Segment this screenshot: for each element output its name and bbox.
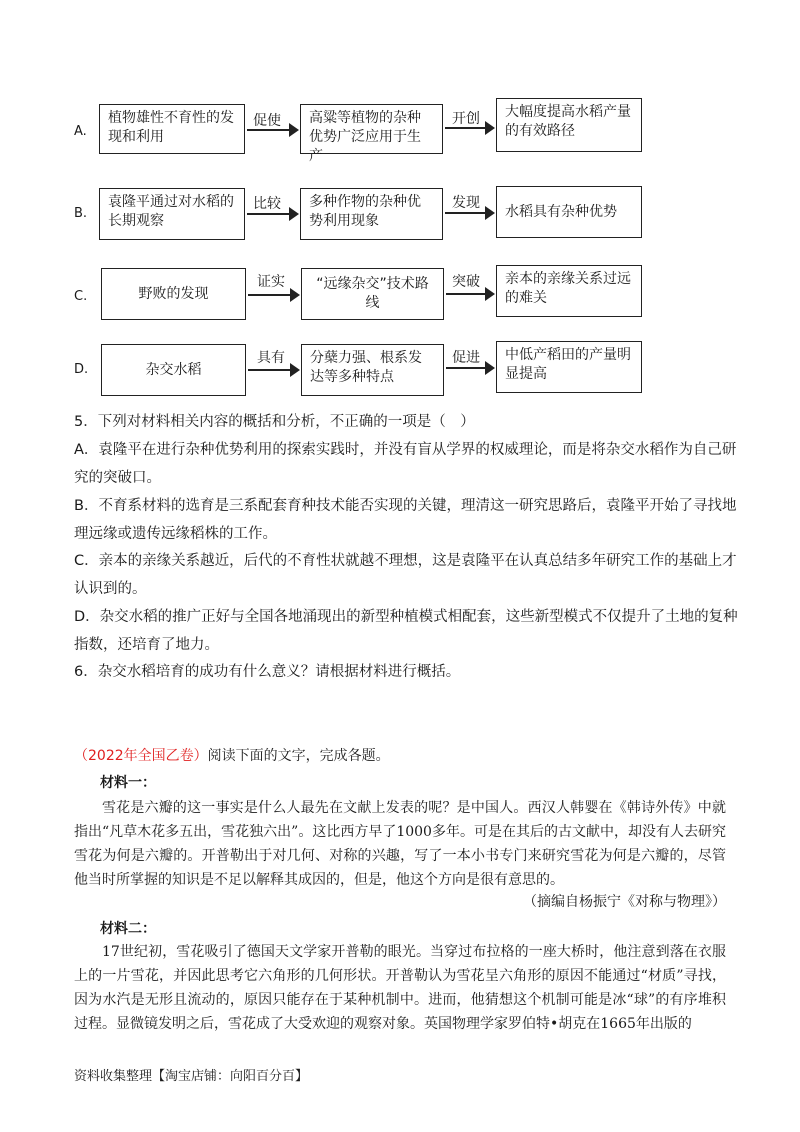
q5-choice-d-line1: D．杂交水稻的推广正好与全国各地涌现出的新型种植模式相配套，这些新型模式不仅提升了土地的复种 — [74, 609, 738, 625]
arrow-a1 — [247, 129, 297, 131]
flow-box-c3: 亲本的亲缘关系过远的难关 — [496, 265, 642, 317]
material-1-paragraph — [74, 796, 726, 892]
material-1-text: 雪花是六瓣的这一事实是什么人最先在文献上发表的呢？是中国人。西汉人韩婴在《韩诗外传》中就指出“凡草木花多五出，雪花独六出”。这比西方早了1000多年。可是在其后的古文献中，却没有人去研究雪花为何是六瓣的。开普勒出于对几何、对称的兴趣，写了一本小书专门来研究雪花为何是六瓣的，尽管他当时所掌握的知识是不足以解释其成因的，但是，他这个方向是很有意思的。 — [74, 800, 726, 888]
question-5-stem: 5．下列对材料相关内容的概括和分析，不正确的一项是（ ） — [74, 414, 475, 430]
q5-choice-a-line2: 究的突破口。 — [74, 470, 161, 486]
material-2-text: 17世纪初，雪花吸引了德国天文学家开普勒的眼光。当穿过布拉格的一座大桥时，他注意到落在衣服上的一片雪花，并因此思考它六角形的几何形状。开普勒认为雪花呈六角形的原因不能通过“材质”寻找，因为水汽是无形且流动的，原因只能存在于某种机制中。进而，他猜想这个机制可能是冰“球”的有序堆积过程。显微镜发明之后，雪花成了大受欢迎的观察对象。英国物理学家罗伯特•胡克在1665年出版的 — [74, 944, 726, 1032]
material-2-title: 材料二： — [100, 921, 156, 937]
arrow-label-d1: 具有 — [257, 350, 285, 366]
arrow-label-a2: 开创 — [452, 111, 480, 127]
flow-box-b3: 水稻具有杂种优势 — [496, 186, 642, 238]
arrow-b1 — [247, 213, 297, 215]
arrow-c2 — [446, 293, 493, 295]
flow-box-a1: 植物雄性不育性的发现和利用 — [99, 104, 245, 154]
arrow-label-c1: 证实 — [257, 274, 285, 290]
arrow-b2 — [445, 212, 493, 214]
arrow-label-d2: 促进 — [452, 350, 480, 366]
arrow-label-b1: 比较 — [253, 196, 281, 212]
footer-note: 资料收集整理【淘宝店铺：向阳百分百】 — [74, 1069, 309, 1084]
option-letter-b: B. — [74, 206, 88, 221]
flow-box-d1: 杂交水稻 — [101, 344, 246, 396]
arrow-d1 — [248, 369, 298, 371]
flow-box-b2: 多种作物的杂种优势利用现象 — [300, 188, 443, 240]
material-1-title: 材料一： — [100, 775, 156, 791]
q5-choice-d-line2: 指数，还培育了地力。 — [74, 637, 219, 653]
q5-choice-a-line1: A．袁隆平在进行杂种优势利用的探索实践时，并没有盲从学界的权威理论，而是将杂交水稻作为自己研 — [74, 442, 737, 458]
exam-source-tag: （2022年全国乙卷） — [74, 748, 208, 764]
option-letter-d: D. — [74, 362, 89, 377]
flow-box-a2: 高粱等植物的杂种优势广泛应用于生产 — [300, 104, 443, 154]
passage-header — [74, 746, 390, 766]
option-letter-c: C. — [74, 289, 88, 304]
arrow-label-a1: 促使 — [253, 113, 281, 129]
flow-box-c2: “远缘杂交”技术路线 — [301, 268, 444, 320]
q5-choice-b-line1: B．不育系材料的选育是三系配套育种技术能否实现的关键，理清这一研究思路后，袁隆平开始了寻找地 — [74, 498, 737, 514]
material-2-paragraph — [74, 940, 726, 1036]
flow-box-c1: 野败的发现 — [101, 268, 246, 320]
arrow-label-c2: 突破 — [452, 274, 480, 290]
arrow-d2 — [446, 367, 493, 369]
arrow-a2 — [445, 127, 493, 129]
q5-choice-b-line2: 理远缘或遗传远缘稻株的工作。 — [74, 526, 277, 542]
flow-box-b1: 袁隆平通过对水稻的长期观察 — [99, 188, 245, 240]
question-6: 6．杂交水稻培育的成功有什么意义？请根据材料进行概括。 — [74, 664, 461, 680]
passage-instruction: 阅读下面的文字，完成各题。 — [207, 748, 390, 764]
flow-box-d3: 中低产稻田的产量明显提高 — [496, 341, 642, 393]
q5-choice-c-line1: C．亲本的亲缘关系越近，后代的不育性状就越不理想，这是袁隆平在认真总结多年研究工作的基础上才 — [74, 553, 737, 569]
arrow-label-b2: 发现 — [452, 195, 480, 211]
flow-box-a3: 大幅度提高水稻产量的有效路径 — [496, 98, 642, 152]
flow-box-d2: 分蘖力强、根系发达等多种特点 — [301, 344, 444, 396]
q5-choice-c-line2: 认识到的。 — [74, 581, 147, 597]
option-letter-a: A. — [74, 124, 87, 139]
material-1-source: （摘编自杨振宁《对称与物理》） — [523, 894, 726, 910]
arrow-c1 — [248, 294, 298, 296]
